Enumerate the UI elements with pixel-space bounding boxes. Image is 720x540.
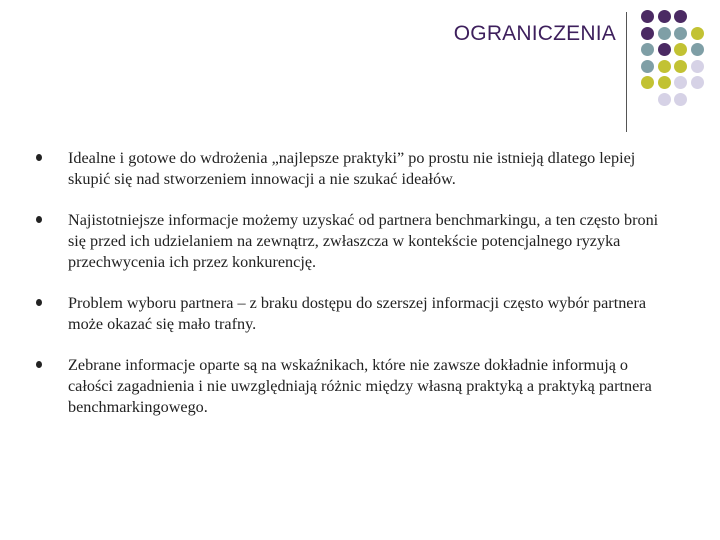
decorative-dot bbox=[641, 76, 654, 89]
decorative-dot bbox=[658, 60, 671, 73]
decorative-dot bbox=[658, 43, 671, 56]
bullet-dot-icon bbox=[36, 299, 42, 306]
decorative-dot bbox=[658, 10, 671, 23]
bullet-item bbox=[36, 148, 676, 190]
decorative-dot bbox=[691, 76, 704, 89]
decorative-dot bbox=[658, 27, 671, 40]
decorative-dot bbox=[674, 27, 687, 40]
decorative-dot bbox=[674, 43, 687, 56]
bullet-list bbox=[36, 148, 676, 438]
bullet-text: Zebrane informacje oparte są na wskaźnikach, które nie zawsze dokładnie informują o całości zagadnienia i nie uwzględniają różnic między własną praktyką a praktyką partnera benchmarkingowego. bbox=[68, 356, 652, 416]
bullet-item bbox=[36, 210, 676, 273]
decorative-dot bbox=[641, 60, 654, 73]
decorative-dot bbox=[641, 10, 654, 23]
bullet-dot-icon bbox=[36, 216, 42, 223]
decorative-dot bbox=[674, 93, 687, 106]
decorative-dot bbox=[691, 60, 704, 73]
decorative-dot bbox=[674, 60, 687, 73]
bullet-item bbox=[36, 293, 676, 335]
decorative-dot bbox=[674, 10, 687, 23]
decorative-dot bbox=[658, 76, 671, 89]
decorative-dot bbox=[691, 27, 704, 40]
bullet-item bbox=[36, 355, 676, 418]
bullet-text: Najistotniejsze informacje możemy uzyskać od partnera benchmarkingu, a ten często broni się przed ich udzielaniem na zewnątrz, zwłaszcza w kontekście potencjalnego ryzyka przechwycenia ich przez konkurencję. bbox=[68, 211, 659, 271]
title-divider-line bbox=[626, 12, 627, 132]
bullet-dot-icon bbox=[36, 154, 42, 161]
slide-title: OGRANICZENIA bbox=[453, 22, 616, 45]
decorative-dot bbox=[674, 76, 687, 89]
bullet-text: Idealne i gotowe do wdrożenia „najlepsze praktyki” po prostu nie istnieją dlatego lepiej skupić się nad stworzeniem innowacji a nie szukać ideałów. bbox=[68, 149, 636, 188]
decorative-dot bbox=[658, 93, 671, 106]
decorative-dot bbox=[641, 43, 654, 56]
decorative-dot bbox=[691, 43, 704, 56]
bullet-dot-icon bbox=[36, 361, 42, 368]
decorative-dot bbox=[641, 27, 654, 40]
bullet-text: Problem wyboru partnera – z braku dostępu do szerszej informacji często wybór partnera może okazać się mało trafny. bbox=[68, 294, 647, 333]
